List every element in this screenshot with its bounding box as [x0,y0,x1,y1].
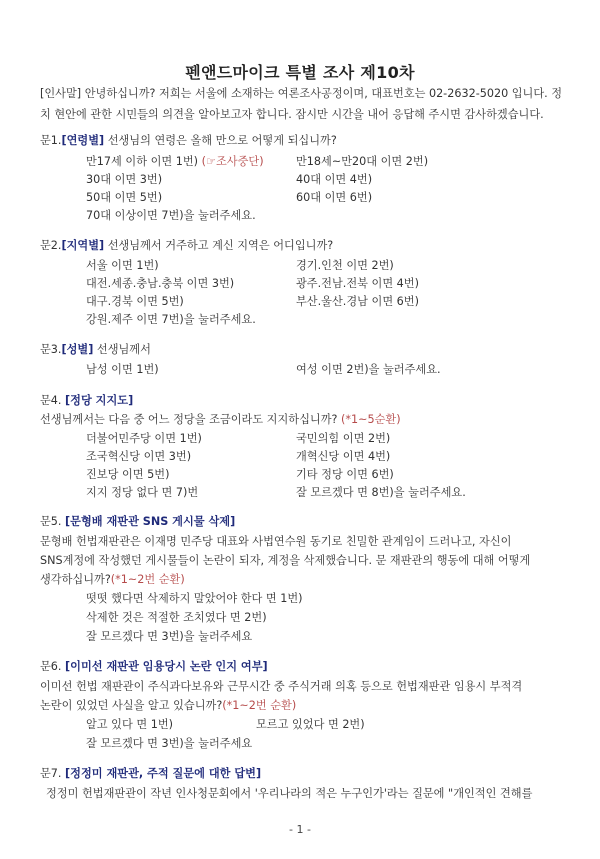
q6-rotation-note: (*1~2번 순환) [222,699,297,712]
q6-heading [40,658,268,674]
q3-heading [40,341,151,357]
q5-number: 문5. [40,515,66,528]
q4-option-1: 더불어민주당 이면 1번) [86,432,202,445]
q2-option-1: 서울 이면 1번) [86,259,159,272]
q3-text: 선생님께서 [93,343,151,356]
q4-option-8: 잘 모르겠다 면 8번)을 눌러주세요. [296,486,466,499]
q6-option-1: 알고 있다 면 1번) [86,718,173,731]
q5-option-2: 삭제한 것은 적절한 조치였다 면 2번) [86,611,267,624]
q2-tag: [지역별] [61,239,105,252]
intro-line-1: [인사말] 안녕하십니까? 저희는 서울에 소재하는 여론조사공정이며, 대표번호는 02-2632-5020 입니다. 정 [40,87,563,100]
q5-body-line-2: SNS계정에 작성했던 게시물들이 논란이 되자, 계정을 삭제했습니다. 문 재판관의 행동에 대해 어떻게 [40,554,531,567]
q4-rotation-note: (*1~5순환) [341,413,401,426]
q3-number: 문3. [40,343,62,356]
q2-number: 문2. [40,239,62,252]
q2-text: 선생님께서 거주하고 계신 지역은 어디입니까? [104,239,334,252]
q2-option-7: 강원.제주 이면 7번)을 눌러주세요. [86,313,256,326]
q4-heading [40,392,133,408]
q5-heading [40,513,235,529]
q1-heading [40,132,337,148]
q2-option-2: 경기.인천 이면 2번) [296,259,394,272]
q4-tag: [정당 지지도] [65,394,134,407]
q1-option-5: 50대 이면 5번) [86,191,163,204]
q4-body: 선생님께서는 다음 중 어느 정당을 조금이라도 지지하십니까? (*1~5순환) [40,413,401,426]
q5-body-line-1: 문형배 헌법재판관은 이재명 민주당 대표와 사법연수원 동기로 친밀한 관계임이 드러나고, 자신이 [40,535,512,548]
q3-option-2: 여성 이면 2번)을 눌러주세요. [296,363,441,376]
q6-body-line-1: 이미선 헌법 재판관이 주식과다보유와 근무시간 중 주식거래 의혹 등으로 헌법재판관 임용시 부적격 [40,680,523,693]
q3-tag: [성별] [61,343,94,356]
q4-option-4: 개혁신당 이면 4번) [296,450,391,463]
intro-paragraph [40,83,570,125]
q7-heading [40,765,261,781]
q6-option-3: 잘 모르겠다 면 3번)을 눌러주세요 [86,737,253,750]
q2-heading [40,237,333,253]
q1-option-3: 30대 이면 3번) [86,173,163,186]
q2-option-6: 부산.울산.경남 이면 6번) [296,295,419,308]
q2-option-4: 광주.전남.전북 이면 4번) [296,277,419,290]
q7-tag: [정정미 재판관, 주적 질문에 대한 답변] [65,767,262,780]
q2-option-3: 대전.세종.충남.충북 이면 3번) [86,277,235,290]
q1-option-6: 60대 이면 6번) [296,191,373,204]
q7-number: 문7. [40,767,66,780]
q5-rotation-note: (*1~2번 순환) [110,573,185,586]
q4-option-7: 지지 정당 없다 면 7)번 [86,486,199,499]
q7-body-line-1: 정정미 헌법재판관이 작년 인사청문회에서 '우리나라의 적은 누구인가'라는 질문에 "개인적인 견해를 [46,787,533,800]
q1-option-4: 40대 이면 4번) [296,173,373,186]
q5-option-1: 떳떳 했다면 삭제하지 말았어야 한다 면 1번) [86,592,303,605]
q5-body-line-3: 생각하십니까?(*1~2번 순환) [40,573,185,586]
q6-number: 문6. [40,660,66,673]
intro-line-2: 치 현안에 관한 시민들의 의견을 알아보고자 합니다. 잠시만 시간을 내어 응답해 주시면 감사하겠습니다. [40,108,544,121]
q4-option-3: 조국혁신당 이면 3번) [86,450,192,463]
q4-number: 문4. [40,394,66,407]
q3-option-1: 남성 이면 1번) [86,363,159,376]
page-title: 펜앤드마이크 특별 조사 제10차 [185,63,415,82]
q2-option-5: 대구.경북 이면 5번) [86,295,184,308]
q5-tag: [문형배 재판관 SNS 게시물 삭제] [65,515,236,528]
q6-body-line-2: 논란이 있었던 사실을 알고 있습니까?(*1~2번 순환) [40,699,297,712]
q5-option-3: 잘 모르겠다 면 3번)을 눌러주세요 [86,630,253,643]
q1-option-2: 만18세~만20대 이면 2번) [296,155,429,168]
q6-tag: [이미선 재판관 임용당시 논란 인지 여부] [65,660,268,673]
q1-option-7: 70대 이상이면 7번)을 눌러주세요. [86,209,256,222]
q1-text: 선생님의 연령은 올해 만으로 어떻게 되십니까? [104,134,337,147]
q1-option-1: 만17세 이하 이면 1번) (☞조사중단) [86,155,264,168]
q4-option-2: 국민의힘 이면 2번) [296,432,391,445]
q4-option-5: 진보당 이면 5번) [86,468,170,481]
q1-tag: [연령별] [61,134,105,147]
q1-number: 문1. [40,134,62,147]
page-number: - 1 - [289,823,311,836]
q1-stop-note: (☞조사중단) [201,155,264,168]
q4-option-6: 기타 정당 이면 6번) [296,468,394,481]
q6-option-2: 모르고 있었다 면 2번) [256,718,365,731]
